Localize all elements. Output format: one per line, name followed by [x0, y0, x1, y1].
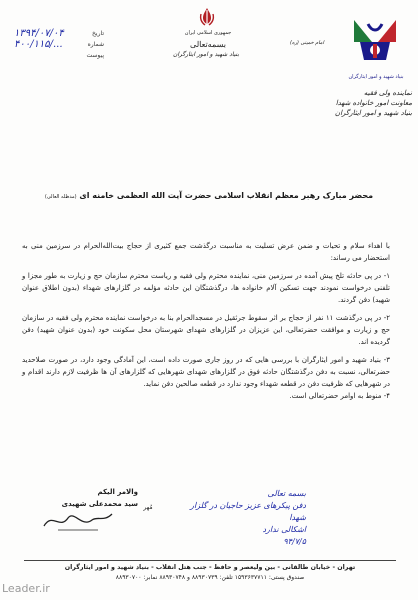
recipient-tag: (مدظله العالی)	[44, 194, 77, 200]
letter-body	[22, 240, 390, 402]
footer-phones: صندوق پستی: ۱۵۹۳۶۳۷۷۱۱ تلفن: ۸۸۹۳۰۷۳۹ و ۸۸۹۳۰۷۴۸ نمابر: ۸۸۹۳۰۷۰۰	[115, 574, 305, 581]
handwritten-note	[186, 488, 306, 548]
org-line: نماینده ولی فقیه	[363, 89, 412, 97]
body-item-2: ۲- در پی درگذشت ۱۱ نفر از حجاج بر اثر سقوط جرثقیل در مسجدالحرام بنا به درخواست نماینده محترم ولی فقیه در سازمان حج و زیارت و موافقت حضرتعالی، این عزیزان در گلزارهای شهدای شهرستان محل سکونت خود (بدون عنوان شهید) دفن گردیده اند.	[22, 314, 390, 346]
note-line-2: دفن پیکرهای عزیز حاجیان در گلزار شهدا	[190, 501, 306, 522]
foundation-logo-icon	[346, 12, 404, 70]
org-lines	[328, 88, 412, 118]
basmala: بسمه‌تعالی	[190, 40, 226, 49]
footer-address: تهران - خیابان طالقانی - بین ولیعصر و حافظ - جنب هتل انقلاب - بنیاد شهید و امور ایثارگران	[64, 564, 356, 571]
watermark: Leader.ir	[2, 582, 50, 595]
date-label: تاریخ	[92, 30, 104, 37]
iran-emblem-icon	[196, 6, 218, 28]
letter-footer	[12, 564, 408, 581]
stamp-label: مُهر	[143, 504, 153, 511]
date-row	[14, 28, 104, 39]
body-item-1: ۱- در پی حادثه تلخ پیش آمده در سرزمین منی، نماینده محترم ولی فقیه و ریاست محترم سازمان حج و زیارت به طور مجزا و تلفنی درخواست نمودند جهت تسکین آلام خانواده ها، درگذشتگان این حادثه مؤلمه در گلزارهای شهداء (بدون اطلاق عنوان شهید) دفن گردند.	[22, 272, 390, 304]
signatory-name: سید محمدعلی شهیدی	[61, 500, 138, 508]
body-intro: با اهداء سلام و تحیات و ضمن عرض تسلیت به مناسبت درگذشت جمع کثیری از حجاج بیت‌الله‌الحرام در سرزمین منی به استحضار می رساند:	[22, 242, 390, 262]
number-row	[14, 39, 104, 50]
logo-caption: بنیاد شهید و امور ایثارگران	[348, 74, 404, 80]
note-line-3: اشکالی ندارد	[262, 525, 306, 534]
header-subtitle: بنیاد شهید و امور ایثارگران	[172, 51, 240, 58]
org-line: معاونت امور خانواده شهدا	[335, 99, 412, 107]
number-value: ۴۰۰/۱۱۵/...	[14, 39, 63, 50]
body-item-4: ۴- منوط به اوامر حضرتعالی است.	[289, 392, 390, 400]
closing-line-1: والامر الیکم	[97, 488, 138, 496]
org-line: بنیاد شهید و امور ایثارگران	[334, 109, 412, 117]
date-value: ۱۳۹۴/۰۷/۰۴	[14, 28, 64, 39]
attachment-label: پیوست	[86, 52, 104, 59]
signature-icon	[38, 506, 118, 534]
recipient-line	[38, 191, 380, 200]
epigraph: امام خمینی (ره)	[290, 40, 324, 46]
recipient-title: محضر مبارک رهبر معظم انقلاب اسلامی حضرت آیت الله العظمی خامنه ای	[79, 191, 374, 200]
attachment-row	[14, 50, 104, 61]
state-line: جمهوری اسلامی ایران	[184, 30, 232, 36]
note-line-4: ۹۴/۷/۵	[283, 537, 306, 546]
letter-meta	[14, 28, 104, 61]
footer-divider	[24, 560, 396, 561]
note-line-1: بسمه تعالی	[267, 489, 306, 498]
body-item-3: ۳- بنیاد شهید و امور ایثارگران با بررسی هایی که در روز جاری صورت داده است، این آمادگی وجود دارد، در صورت صلاحدید حضرتعالی، نسبت به دفن درگذشتگان حادثه فوق در گلزارهای شهدای شهرهایی که گلزارهای آن ها ظرفیت لازم دارند اقدام و در شهرهایی که ظرفیت دفن در قطعه شهداء وجود ندارد در قطعه صالحین دفن نماید.	[22, 356, 390, 388]
number-label: شماره	[87, 41, 104, 48]
